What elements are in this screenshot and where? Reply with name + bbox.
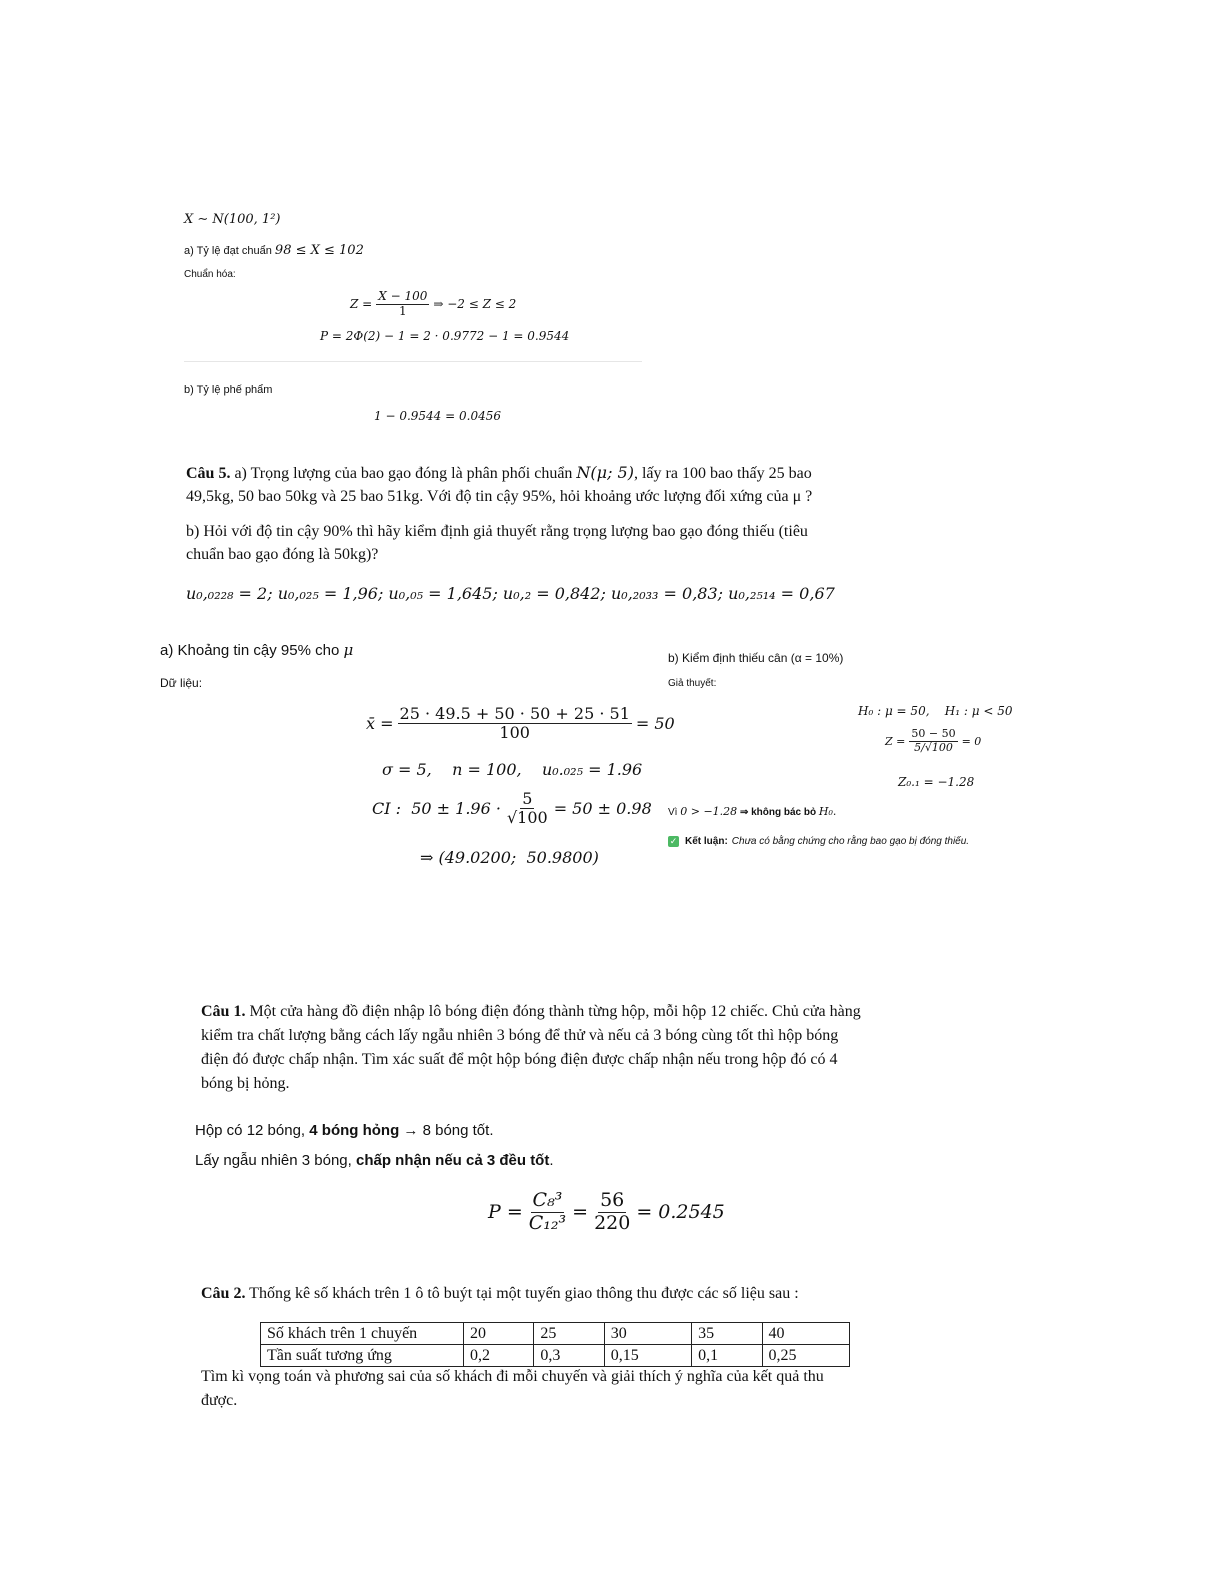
- critical-value: Z₀.₁ = −1.28: [898, 775, 975, 789]
- distribution-statement: X ∼ N(100, 1²): [184, 212, 281, 227]
- part-a-title-text: a) Tỷ lệ đạt chuẩn: [184, 245, 272, 257]
- table-cell: 0,25: [762, 1345, 849, 1367]
- z-rhs: ⇒ −2 ≤ Z ≤ 2: [433, 297, 517, 312]
- z-denominator: 1: [398, 303, 407, 318]
- cau2-question-line2: được.: [201, 1392, 238, 1409]
- z-transform-equation: [350, 290, 516, 319]
- cau5-part-b-line1: b) Hỏi với độ tin cậy 90% thì hãy kiểm định giả thuyết rằng trọng lượng bao gạo đóng thiếu (tiêu: [186, 523, 808, 540]
- z-numerator: X − 100: [378, 289, 428, 303]
- check-mark-icon: ✓: [669, 836, 678, 846]
- cau5-u-values: u₀,₀₂₂₈ = 2; u₀,₀₂₅ = 1,96; u₀,₀₅ = 1,645; u₀,₂ = 0,842; u₀,₂₀₃₃ = 0,83; u₀,₂₅₁₄ = 0,67: [186, 584, 835, 603]
- table-cell: 30: [604, 1323, 691, 1345]
- test-statistic-equation: Z = $\frac{50 - 50}{5/√100}$ = 0: [885, 727, 982, 754]
- section-divider: [184, 361, 642, 362]
- cau1-line3: điện đó được chấp nhận. Tìm xác suất để một hộp bóng điện được chấp nhận nếu trong hộp đó có 4: [201, 1051, 838, 1068]
- table-cell: 40: [762, 1323, 849, 1345]
- hypotheses-line: H₀ : μ = 50, H₁ : μ < 50: [858, 704, 1013, 718]
- cau1-line4: bóng bị hỏng.: [201, 1075, 290, 1092]
- part-b-title: b) Tỷ lệ phế phẩm: [184, 384, 273, 396]
- table-row: [261, 1323, 850, 1345]
- table-cell: 25: [534, 1323, 604, 1345]
- confidence-interval-equation: CI : 50 ± 1.96 · $\frac{5}{√100}$ = 50 ± 0.98: [372, 789, 652, 828]
- table-cell: 20: [464, 1323, 534, 1345]
- sol1-line1: Hộp có 12 bóng, 4 bóng hỏng → 8 bóng tốt.: [195, 1122, 494, 1139]
- sol5a-title: a) Khoảng tin cậy 95% cho μ: [160, 641, 354, 659]
- interval-result: ⇒ (49.0200; 50.9800): [420, 848, 599, 867]
- defect-rate-equation: 1 − 0.9544 = 0.0456: [374, 409, 501, 423]
- comparison-line: Vì 0 > −1.28 ⇒ không bác bỏ H₀.: [668, 805, 837, 818]
- cau5-line2: 49,5kg, 50 bao 50kg và 25 bao 51kg. Với độ tin cậy 95%, hỏi khoảng ước lượng đối xứng của μ ?: [186, 488, 813, 505]
- table-row: [261, 1345, 850, 1367]
- table-cell: 35: [692, 1323, 762, 1345]
- sol1-line2: Lấy ngẫu nhiên 3 bóng, chấp nhận nếu cả 3 đều tốt.: [195, 1152, 554, 1169]
- cau5-part-b-line2: chuẩn bao gạo đóng là 50kg)?: [186, 546, 379, 563]
- cau2-question-line1: Tìm kì vọng toán và phương sai của số khách đi mỗi chuyến và giải thích ý nghĩa của kết quả thu: [201, 1368, 824, 1385]
- cau5-problem: [186, 461, 911, 605]
- parameters-line: σ = 5, n = 100, u₀.₀₂₅ = 1.96: [382, 760, 643, 779]
- normalize-label: Chuẩn hóa:: [184, 269, 236, 280]
- cau5-label: Câu 5.: [186, 465, 231, 482]
- table-cell: 0,1: [692, 1345, 762, 1367]
- sample-mean-equation: x̄ = $\frac{25 \cdot 49.5 + 50 \cdot 50 + 25 \cdot 51}{100}$ = 50: [366, 704, 675, 743]
- conclusion-line: ✓ Kết luận: Chưa có bằng chứng cho rằng bao gạo bị đóng thiếu.: [669, 836, 970, 847]
- z-lhs: Z =: [350, 297, 373, 312]
- cau2-intro: Câu 2. Thống kê số khách trên 1 ô tô buýt tại một tuyến giao thông thu được các số liệu sau :: [201, 1285, 799, 1302]
- table-cell: Số khách trên 1 chuyến: [261, 1323, 464, 1345]
- sol5b-title: b) Kiểm định thiếu cân (α = 10%): [668, 651, 844, 665]
- cau5-line1: Câu 5. a) Trọng lượng của bao gạo đóng là phân phối chuẩn N(μ; 5), lấy ra 100 bao thấy 25 bao: [186, 463, 812, 482]
- cau1-line1: Câu 1. Một cửa hàng đồ điện nhập lô bóng điện đóng thành từng hộp, mỗi hộp 12 chiếc. Chủ cửa hàng: [201, 1003, 861, 1020]
- cau1-line2: kiểm tra chất lượng bằng cách lấy ngẫu nhiên 3 bóng để thử và nếu cả 3 bóng cùng tốt thì hộp bóng: [201, 1027, 839, 1044]
- table-cell: Tần suất tương ứng: [261, 1345, 464, 1367]
- part-a-title: [184, 243, 364, 258]
- cau1-problem: [201, 1000, 913, 1096]
- table-cell: 0,15: [604, 1345, 691, 1367]
- table-cell: 0,2: [464, 1345, 534, 1367]
- acceptance-probability-equation: P = $\frac{\text{C₈³}}{\text{C₁₂³}}$ = $\frac{56}{220}$ = 0.2545: [488, 1189, 725, 1234]
- frequency-table: [260, 1322, 850, 1367]
- sol5a-data-label: Dữ liệu:: [160, 676, 203, 690]
- probability-equation: P = 2Φ(2) − 1 = 2 · 0.9772 − 1 = 0.9544: [320, 329, 570, 343]
- table-cell: 0,3: [534, 1345, 604, 1367]
- cau2-question: [201, 1365, 913, 1413]
- sol5b-hypothesis-label: Giả thuyết:: [668, 678, 717, 689]
- part-a-title-math: 98 ≤ X ≤ 102: [274, 243, 364, 258]
